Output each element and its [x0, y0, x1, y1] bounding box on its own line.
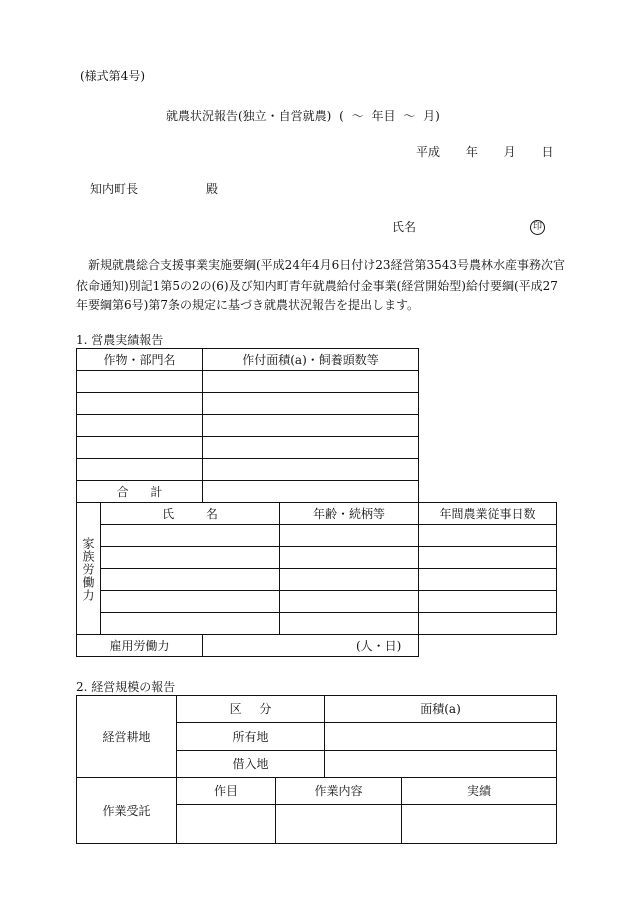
col-category-header: 区 分 [229, 702, 272, 716]
col-area-header: 作付面積(a)・飼養頭数等 [242, 352, 379, 367]
col-crop-header: 作物・部門名 [103, 352, 176, 367]
report-date: 平成 年 月 日 [416, 145, 554, 159]
owned-land-label: 所有地 [232, 729, 269, 744]
col-name-header: 氏 名 [162, 506, 218, 521]
section2-heading: 2. 経営規模の報告 [76, 680, 176, 694]
contract-work-label: 作業受託 [102, 803, 151, 818]
body-line-1: 新規就農総合支援事業実施要綱(平成24年4月6日付け23経営第3543号農林水産事務次官 [88, 258, 566, 272]
farmland-label: 経営耕地 [102, 729, 151, 744]
honorific: 殿 [206, 182, 219, 196]
hired-labor-label: 雇用労働力 [109, 638, 170, 653]
name-label: 氏名 [392, 220, 417, 234]
col-land-area-header: 面積(a) [420, 702, 461, 716]
leased-land-label: 借入地 [232, 757, 269, 771]
col-days-header: 年間農業従事日数 [439, 506, 536, 521]
col-item-header: 作目 [213, 784, 238, 798]
section1-heading: 1. 営農実績報告 [76, 333, 164, 347]
total-label: 合 計 [116, 484, 163, 499]
body-line-3: 年要綱第6号)第7条の規定に基づき就農状況報告を提出します。 [76, 298, 419, 312]
family-labor-label: 家族労働力 [81, 537, 95, 602]
form-number: (様式第4号) [80, 69, 145, 83]
col-result-header: 実績 [466, 784, 491, 798]
addressee: 知内町長 [90, 182, 139, 196]
body-line-2: 依命通知)別記1第5の2の(6)及び知内町青年就農給付金事業(経営開始型)給付要綱(平成27 [76, 279, 558, 293]
hired-labor-unit: (人・日) [356, 639, 402, 653]
seal-mark: 印 [530, 220, 545, 235]
form-title: 就農状況報告(独立・自営就農) ( ～ 年目 ～ 月) [166, 109, 440, 123]
col-work-header: 作業内容 [314, 784, 363, 798]
col-age-header: 年齢・続柄等 [312, 506, 385, 521]
